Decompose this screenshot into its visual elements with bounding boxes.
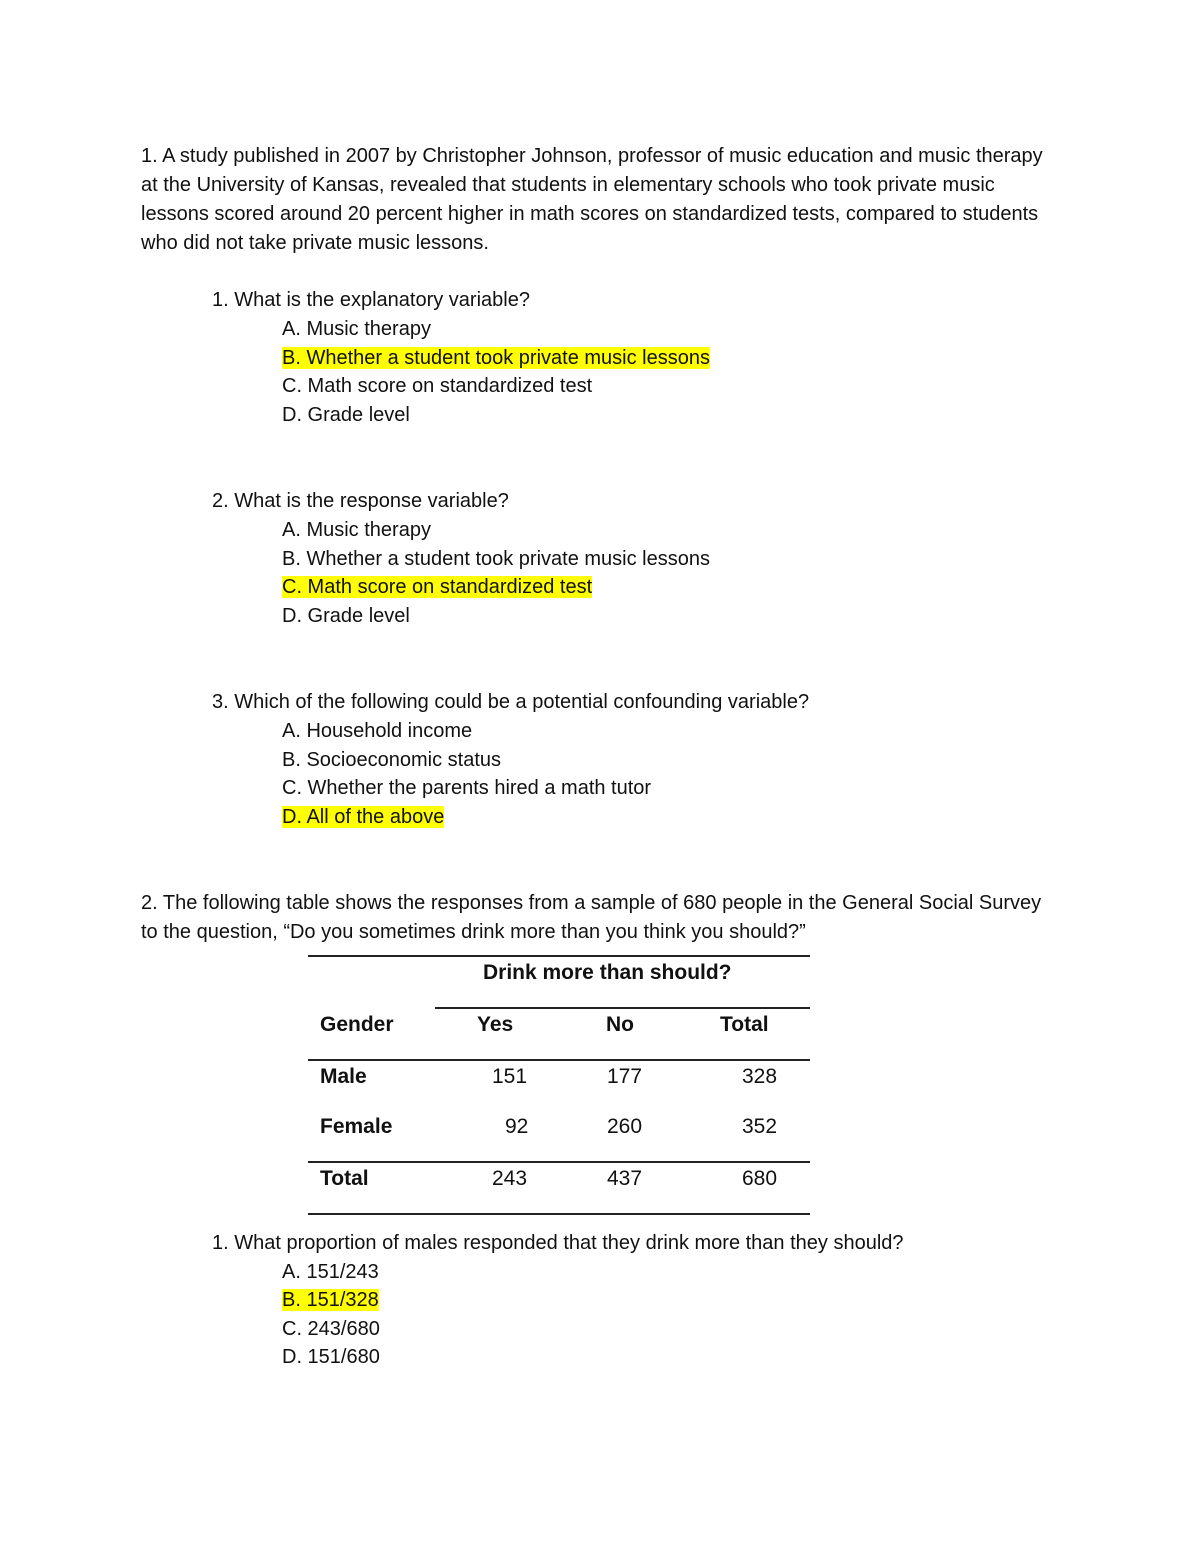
option-1-3-a: A. Household income xyxy=(282,720,473,742)
question-1-3 xyxy=(212,688,809,717)
highlighted-answer: D. All of the above xyxy=(282,806,445,828)
row-label-total: Total xyxy=(320,1167,369,1190)
highlighted-answer: B. Whether a student took private music lessons xyxy=(282,347,710,369)
option-1-1-d: D. Grade level xyxy=(282,404,410,426)
cell-female-yes: 92 xyxy=(505,1115,529,1138)
highlighted-answer: C. Math score on standardized test xyxy=(282,576,593,598)
problem-2-number: 2. xyxy=(141,892,158,914)
question-1-1 xyxy=(212,286,530,315)
column-header-total: Total xyxy=(720,1013,769,1036)
problem-1-number: 1. xyxy=(141,145,158,167)
cell-male-yes: 151 xyxy=(492,1065,528,1088)
problem-2-body: The following table shows the responses from a sample of 680 people in the General Social Survey to the question, “Do you sometimes drink more than you think you should?” xyxy=(141,892,1042,943)
table-header-rule xyxy=(308,1059,810,1061)
table-group-header: Drink more than should? xyxy=(483,961,732,984)
option-2-1-b xyxy=(282,1286,379,1315)
option-1-3-b: B. Socioeconomic status xyxy=(282,749,501,771)
option-1-1-a: A. Music therapy xyxy=(282,318,431,340)
option-1-1-b xyxy=(282,344,710,373)
highlighted-answer: B. 151/328 xyxy=(282,1289,379,1311)
cell-female-no: 260 xyxy=(607,1115,643,1138)
option-2-1-a: A. 151/243 xyxy=(282,1261,379,1283)
column-header-yes: Yes xyxy=(477,1013,514,1036)
option-2-1-d: D. 151/680 xyxy=(282,1346,380,1368)
cell-female-total: 352 xyxy=(742,1115,778,1138)
column-header-gender: Gender xyxy=(320,1013,394,1036)
question-number: 1. xyxy=(212,1232,229,1254)
cell-male-total: 328 xyxy=(742,1065,778,1088)
question-1-2 xyxy=(212,487,509,516)
cell-male-no: 177 xyxy=(607,1065,643,1088)
question-number: 3. xyxy=(212,691,229,713)
cell-total-total: 680 xyxy=(742,1167,778,1190)
problem-1-body: A study published in 2007 by Christopher Johnson, professor of music education and music therapy at the University of Kansas, revealed that students in elementary schools who took private music lessons scored around 20 percent higher in math scores on standardized tests, compared to students who did not take private music lessons. xyxy=(141,145,1043,254)
cell-total-yes: 243 xyxy=(492,1167,528,1190)
table-total-rule xyxy=(308,1161,810,1163)
question-2-1 xyxy=(212,1229,904,1258)
question-number: 2. xyxy=(212,490,229,512)
contingency-table xyxy=(308,955,810,1215)
option-1-2-b: B. Whether a student took private music lessons xyxy=(282,548,710,570)
table-top-rule xyxy=(308,955,810,957)
column-header-no: No xyxy=(606,1013,634,1036)
option-1-3-c: C. Whether the parents hired a math tutor xyxy=(282,777,652,799)
option-1-3-d xyxy=(282,803,444,832)
option-1-2-c xyxy=(282,573,592,602)
question-prompt: What proportion of males responded that they drink more than they should? xyxy=(228,1232,904,1254)
question-prompt: Which of the following could be a potential confounding variable? xyxy=(228,691,810,713)
problem-2-text xyxy=(141,889,1051,947)
option-2-1-c: C. 243/680 xyxy=(282,1318,380,1340)
table-group-rule xyxy=(435,1007,810,1009)
row-label-female: Female xyxy=(320,1115,393,1138)
option-1-2-a: A. Music therapy xyxy=(282,519,431,541)
row-label-male: Male xyxy=(320,1065,367,1088)
cell-total-no: 437 xyxy=(607,1167,643,1190)
question-prompt: What is the response variable? xyxy=(228,490,509,512)
question-prompt: What is the explanatory variable? xyxy=(228,289,530,311)
problem-1-text xyxy=(141,142,1051,258)
question-number: 1. xyxy=(212,289,229,311)
option-1-2-d: D. Grade level xyxy=(282,605,410,627)
table-bottom-rule xyxy=(308,1213,810,1215)
option-1-1-c: C. Math score on standardized test xyxy=(282,375,593,397)
